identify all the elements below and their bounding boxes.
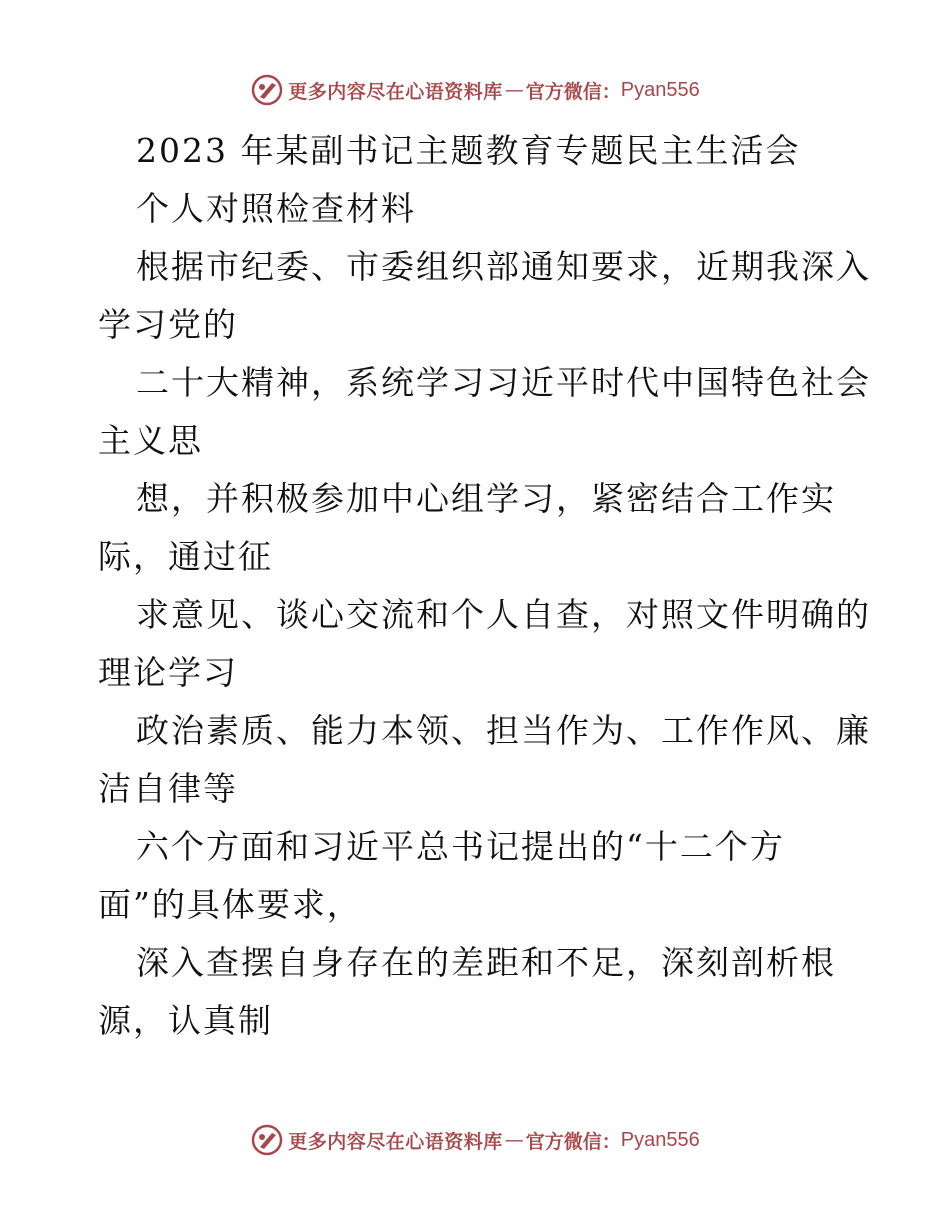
doc-line: 源，认真制 xyxy=(98,1001,273,1040)
doc-line: 学习党的 xyxy=(98,305,238,344)
doc-line: 求意见、谈心交流和个人自查，对照文件明确的 xyxy=(136,595,871,634)
doc-title: 2023 年某副书记主题教育专题民主生活会 xyxy=(136,131,801,170)
doc-line: 面”的具体要求， xyxy=(98,885,362,924)
footer-banner xyxy=(0,1122,950,1158)
doc-line: 洁自律等 xyxy=(98,769,238,808)
banner-dash: — xyxy=(504,1129,524,1151)
doc-line: 深入查摆自身存在的差距和不足，深刻剖析根 xyxy=(136,943,836,982)
doc-line: 政治素质、能力本领、担当作为、工作作风、廉 xyxy=(136,711,871,750)
banner-wechat-id: Pyan556 xyxy=(620,78,700,101)
doc-line: 六个方面和习近平总书记提出的“十二个方 xyxy=(136,827,785,866)
doc-line: 理论学习 xyxy=(98,653,238,692)
banner-wechat-label: 官方微信： xyxy=(525,1130,621,1153)
banner-dash: — xyxy=(504,79,524,101)
pen-nib-logo-icon xyxy=(250,1123,284,1157)
banner-wechat-label: 官方微信： xyxy=(525,80,621,103)
doc-line: 主义思 xyxy=(98,421,203,460)
document-body xyxy=(98,122,871,1050)
header-banner xyxy=(0,72,950,108)
doc-line: 二十大精神，系统学习习近平时代中国特色社会 xyxy=(136,363,871,402)
banner-library-text: 更多内容尽在心语资料库 xyxy=(288,80,503,103)
banner-library-text: 更多内容尽在心语资料库 xyxy=(288,1130,503,1153)
doc-line: 想，并积极参加中心组学习，紧密结合工作实 xyxy=(136,479,836,518)
banner-wechat-id: Pyan556 xyxy=(620,1128,700,1151)
pen-nib-logo-icon xyxy=(250,73,284,107)
doc-line: 根据市纪委、市委组织部通知要求，近期我深入 xyxy=(136,247,871,286)
doc-subtitle: 个人对照检查材料 xyxy=(136,189,416,228)
doc-line: 际，通过征 xyxy=(98,537,273,576)
